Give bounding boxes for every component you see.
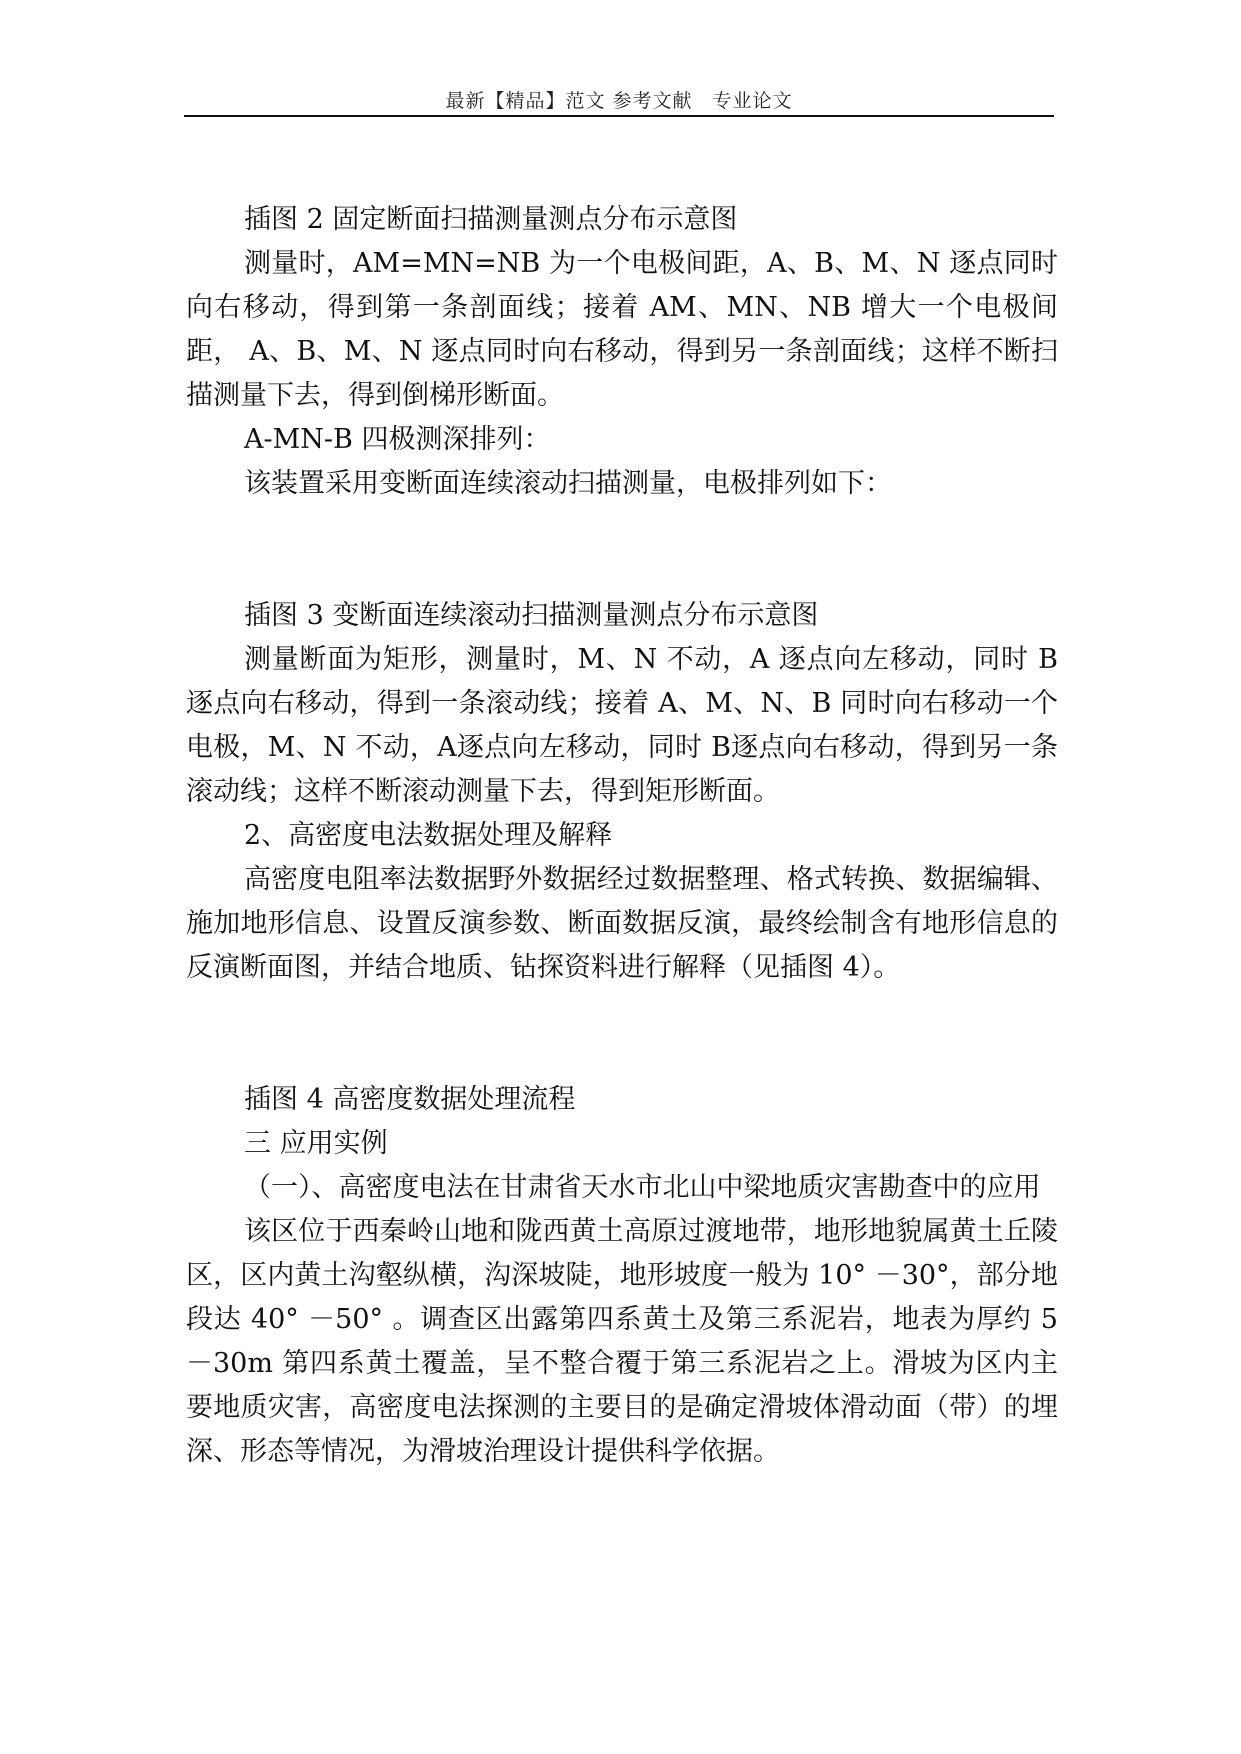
page-header: 最新【精品】范文 参考文献 专业论文 <box>445 90 793 112</box>
paragraph-area-description: 该区位于西秦岭山地和陇西黄土高原过渡地带，地形地貌属黄土丘陵区，区内黄土沟壑纵横，沟深坡陡，地形坡度一般为 10° －30°，部分地段达 40° －50° 。调查区出露第四系黄土及第三系泥岩，地表为厚约 5－30m 第四系黄土覆盖，呈不整合覆于第三系泥岩之上。滑坡为区内主要地质灾害，高密度电法探测的主要目的是确定滑坡体滑动面（带）的埋深、形态等情况，为滑坡治理设计提供科学依据。 <box>186 1216 1058 1467</box>
header-rule <box>184 115 1054 117</box>
paragraph-data-processing: 高密度电阻率法数据野外数据经过数据整理、格式转换、数据编辑、施加地形信息、设置反演参数、断面数据反演，最终绘制含有地形信息的反演断面图，并结合地质、钻探资料进行解释（见插图 4）。 <box>186 864 1058 983</box>
paragraph-fixed-section-measurement: 测量时，AM=MN=NB 为一个电极间距，A、B、M、N 逐点同时向右移动，得到第一条剖面线；接着 AM、MN、NB 增大一个电极间距， A、B、M、N 逐点同时向右移动，得到另一条剖面线；这样不断扫描测量下去，得到倒梯形断面。 <box>186 248 1058 411</box>
figure-3-placeholder <box>186 506 1058 594</box>
paragraph-quadrupole-heading: A-MN-B 四极测深排列： <box>244 424 551 455</box>
figure-4-caption: 插图 4 高密度数据处理流程 <box>244 1084 576 1115</box>
document-body <box>186 198 1058 1474</box>
paragraph-rectangular-section: 测量断面为矩形，测量时，M、N 不动，A 逐点向左移动，同时 B 逐点向右移动，得到一条滚动线；接着 A、M、N、B 同时向右移动一个电极，M、N 不动，A逐点向左移动，同时 B逐点向右移动，得到另一条滚动线；这样不断滚动测量下去，得到矩形断面。 <box>186 644 1058 807</box>
section-heading-data-processing: 2、高密度电法数据处理及解释 <box>244 820 613 851</box>
figure-4-placeholder <box>186 990 1058 1078</box>
paragraph-device-intro: 该装置采用变断面连续滚动扫描测量，电极排列如下： <box>244 468 892 499</box>
figure-2-caption: 插图 2 固定断面扫描测量测点分布示意图 <box>244 204 738 235</box>
figure-3-caption: 插图 3 变断面连续滚动扫描测量测点分布示意图 <box>244 600 819 631</box>
subsection-heading-tianshui: （一）、高密度电法在甘肃省天水市北山中梁地质灾害勘查中的应用 <box>244 1172 1041 1203</box>
section-heading-application: 三 应用实例 <box>244 1128 388 1159</box>
